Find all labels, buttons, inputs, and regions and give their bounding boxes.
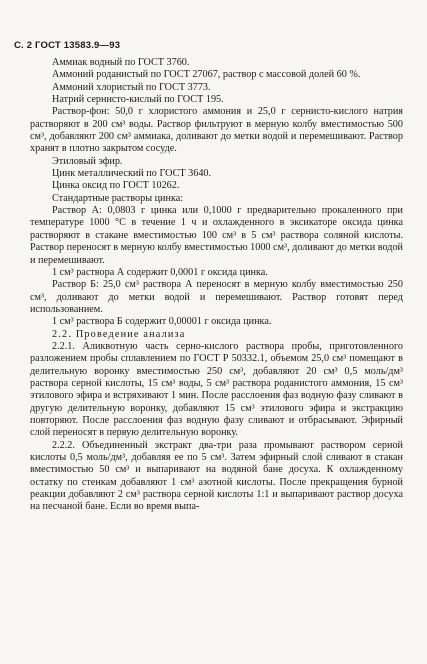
paragraph: Натрий сернисто-кислый по ГОСТ 195. — [52, 94, 224, 106]
paragraph: 1 см³ раствора Б содержит 0,00001 г оксида цинка. — [52, 316, 272, 328]
paragraph: Цинка оксид по ГОСТ 10262. — [52, 180, 180, 192]
paragraph: Цинк металлический по ГОСТ 3640. — [52, 168, 212, 180]
paragraph: Раствор-фон: 50,0 г хлористого аммония и 25,0 г сернисто-кислого натрия растворяют в 200 см³ воды. Раствор фильтруют в мерную колбу вместимостью 500 см³, добавляют 200 см³ аммиака, доливают до метки водой и перемешивают. Раствор хранят в плотно закрытом сосуде. — [30, 106, 403, 155]
paragraph: Этиловый эфир. — [52, 155, 123, 167]
document-body — [30, 57, 403, 514]
paragraph: Раствор А: 0,0803 г цинка или 0,1000 г предварительно прокаленного при температуре 1000 °С в течение 1 ч и охлажденного в эксикаторе оксида цинка растворяют в стакане вместимостью 100 см³ в 5 см³ раствора соляной кислоты. Раствор переносят в мерную колбу вместимостью 1000 см³, доливают до метки водой и перемешивают. — [30, 205, 403, 266]
paragraph: Аммоний хлористый по ГОСТ 3773. — [52, 81, 211, 93]
paragraph: 1 см³ раствора А содержит 0,0001 г оксида цинка. — [52, 266, 268, 278]
page-header: С. 2 ГОСТ 13583.9—93 — [14, 40, 121, 51]
paragraph: Аммиак водный по ГОСТ 3760. — [52, 57, 190, 68]
paragraph: Стандартные растворы цинка: — [52, 192, 184, 204]
paragraph: Аммоний роданистый по ГОСТ 27067, раствор с массовой долей 60 %. — [52, 69, 361, 81]
paragraph: Раствор Б: 25,0 см³ раствора А переносят в мерную колбу вместимостью 250 см³, доливают до метки водой и перемешивают. Раствор готовят перед использованием. — [30, 279, 403, 315]
section-heading: 2.2. Проведение анализа — [52, 328, 186, 340]
paragraph: 2.2.1. Аликвотную часть серно-кислого раствора пробы, приготовленного разложением пробы сплавлением по ГОСТ Р 50332.1, объемом 25,0 см³ помещают в делительную воронку вместимостью 250 см³, добавляют 20 см³ 0,5 моль/дм³ раствора серной кислоты, 15 см³ воды, 5 см³ раствора роданистого аммония, 15 см³ этилового эфира и встряхивают 1 мин. После расслоения фаз водную фазу сливают в другую делительную воронку, добавляют 15 см³ этилового эфира и экстракцию повторяют. После расслоения фаз водную фазу сливают и отбрасывают. Эфирный слой переносят в первую делительную воронку. — [30, 340, 403, 439]
paragraph: 2.2.2. Объединенный экстракт два-три раза промывают раствором серной кислоты 0,5 моль/дм³, добавляя ее по 5 см³. Затем эфирный слой сливают в стакан вместимостью 50 см³ и выпаривают на водяной бане досуха. К охлажденному остатку по стенкам добавляют 1 см³ азотной кислоты. После прекращения бурной реакции добавляют 2 см³ раствора серной кислоты 1:1 и выпаривают раствор досуха на песчаной бане. Если во время выпа- — [30, 439, 403, 513]
